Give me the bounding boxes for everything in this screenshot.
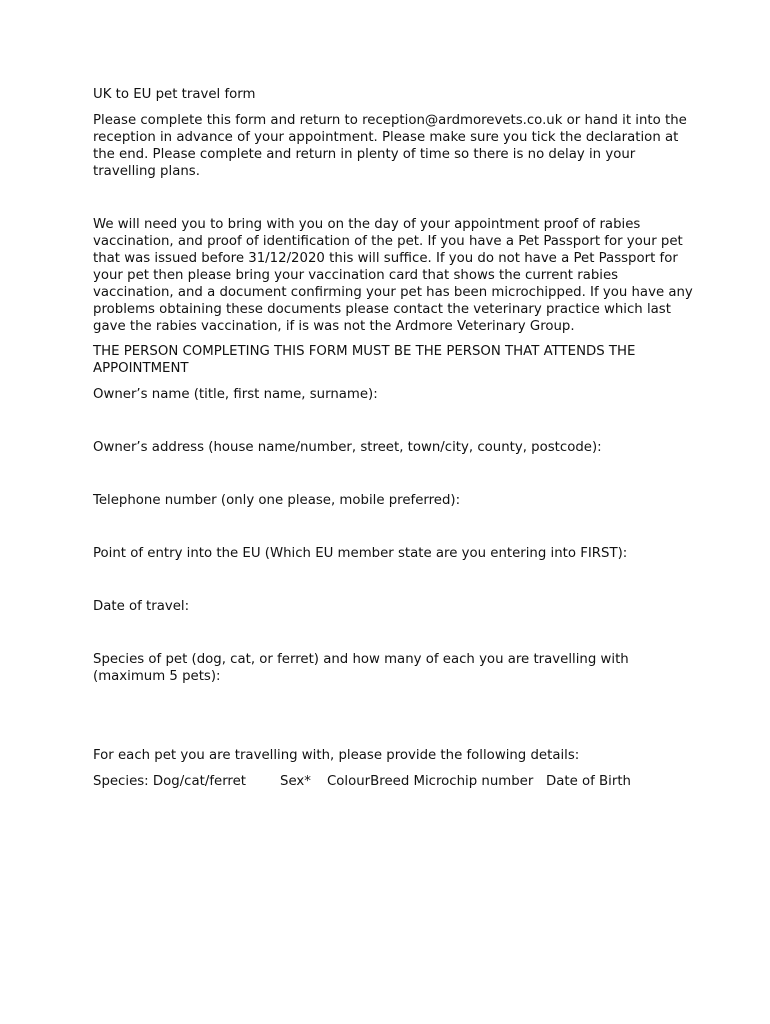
each-pet-intro: For each pet you are travelling with, please provide the following details: xyxy=(93,748,580,763)
header-species: Species: Dog/cat/ferret xyxy=(93,774,246,789)
telephone-label: Telephone number (only one please, mobile preferred): xyxy=(93,493,461,508)
form-title: UK to EU pet travel form xyxy=(93,87,256,102)
attendance-notice: THE PERSON COMPLETING THIS FORM MUST BE THE PERSON THAT ATTENDS THE APPOINTMENT xyxy=(93,344,636,376)
header-microchip: Microchip number xyxy=(413,774,534,789)
header-dob: Date of Birth xyxy=(545,774,631,789)
owner-address-label: Owner’s address (house name/number, street, town/city, county, postcode): xyxy=(93,440,602,455)
documents-required-paragraph: We will need you to bring with you on the day of your appointment proof of rabies vaccination, and proof of identification of the pet. If you have a Pet Passport for your pet that was issued before 31/12/2020 this will suffice. If you do not have a Pet Passport for your pet then please bring your vaccination card that shows the current rabies vaccination, and a document confirming your pet has been microchipped. If you have any problems obtaining these documents please contact the veterinary practice which last gave the rabies vaccination, if is was not the Ardmore Veterinary Group. xyxy=(93,217,693,334)
pet-details-table-header xyxy=(93,773,693,790)
date-of-travel-label: Date of travel: xyxy=(93,599,190,614)
species-count-label: Species of pet (dog, cat, or ferret) and how many of each you are travelling with (maximum 5 pets): xyxy=(93,652,629,684)
owner-name-label: Owner’s name (title, first name, surname): xyxy=(93,387,378,402)
header-colour: Colour xyxy=(327,774,371,789)
intro-paragraph: Please complete this form and return to reception@ardmorevets.co.uk or hand it into the reception in advance of your appointment. Please make sure you tick the declaration at the end. Please complete and return in plenty of time so there is no delay in your travelling plans. xyxy=(93,113,687,179)
header-breed: Breed xyxy=(370,774,410,789)
point-of-entry-label: Point of entry into the EU (Which EU member state are you entering into FIRST): xyxy=(93,546,628,561)
document-page xyxy=(93,86,693,790)
header-sex: Sex* xyxy=(280,774,311,789)
